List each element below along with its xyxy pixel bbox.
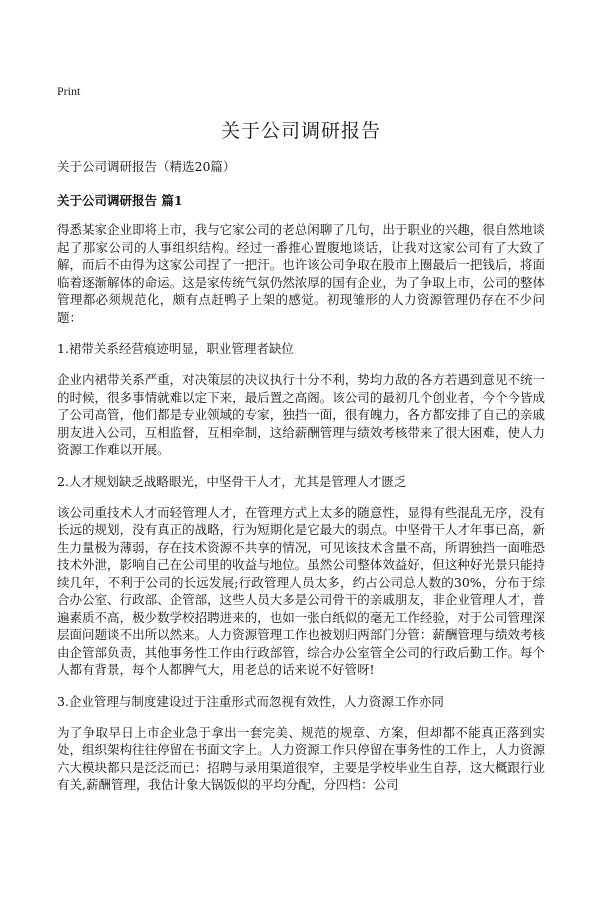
document-body xyxy=(57,116,545,808)
intro-paragraph: 得悉某家企业即将上市，我与它家公司的老总闲聊了几句，出于职业的兴趣，很自然地谈起了那家公司的人事组织结构。经过一番推心置腹地谈话，让我对这家公司有了大致了解，而后不由得为这家公司捏了一把汗。也许该公司争取在股市上圈最后一把钱后，将面临着逐渐解体的命运。这是家传统气氛仍然浓厚的国有企业，为了争取上市，公司的整体管理都必须规范化，颇有点赶鸭子上架的感觉。初现雏形的人力资源管理仍存在不少问题： xyxy=(57,222,545,325)
section-heading: 关于公司调研报告 篇1 xyxy=(57,193,183,208)
point-1-heading: 1.裙带关系经营痕迹明显，职业管理者缺位 xyxy=(57,341,294,356)
point-2-paragraph: 该公司重技术人才而轻管理人才，在管理方式上太多的随意性，显得有些混乱无序，没有长远的规划，没有真正的战略，行为短期化是它最大的弱点。中坚骨干人才年事已高，新生力量极为薄弱，存在技术资源不共享的情况，可见该技术含量不高，所谓独挡一面唯恐技术外泄，影响自己在公司里的收益与地位。虽然公司整体效益好，但这种好光景只能持续几年，不利于公司的长远发展;行政管理人员太多，约占公司总人数的30%，分布于综合办公室、行政部、企管部，这些人员大多是公司骨干的亲戚朋友，非企业管理人才，普遍素质不高，极少数学校招聘进来的，也如一张白纸似的毫无工作经验，对于公司管理深层面问题谈不出所以然来。人力资源管理工作也被划归两部门分管：薪酬管理与绩效考核由企管部负责，其他事务性工作由行政部管，综合办公室管全公司的行政后勤工作。每个人都有背景，每个人都脾气大，用老总的话来说不好管呀! xyxy=(57,504,545,677)
point-1-paragraph: 企业内裙带关系严重，对决策层的决议执行十分不利，势均力敌的各方若遇到意见不统一的时候，很多事情就难以定下来，最后置之高阁。该公司的最初几个创业者，今个今皆成了公司高管，他们都是专业领域的专家，独挡一面，很有魄力，各方都安排了自己的亲戚朋友进入公司，互相监督，互相牵制，这给薪酬管理与绩效考核带来了很大困难，使人力资源工作难以开展。 xyxy=(57,372,545,457)
point-2-heading: 2.人才规划缺乏战略眼光，中坚骨干人才，尤其是管理人才匮乏 xyxy=(57,473,407,489)
print-label[interactable]: Print xyxy=(57,84,81,98)
document-subtitle: 关于公司调研报告（精选20篇） xyxy=(57,159,236,174)
point-3-paragraph: 为了争取早日上市企业急于拿出一套完美、规范的规章、方案，但却都不能真正落到实处，组织架构往往停留在书面文字上。人力资源工作只停留在事务性的工作上，人力资源六大模块都只是泛泛而已：招聘与录用渠道很窄，主要是学校毕业生自荐，这大概跟行业有关,薪酬管理，我估计象大锅饭似的平均分配，分四档：公司 xyxy=(57,724,545,792)
page-title: 关于公司调研报告 xyxy=(220,120,381,142)
point-3-heading: 3.企业管理与制度建设过于注重形式而忽视有效性，人力资源工作亦同 xyxy=(57,693,444,709)
